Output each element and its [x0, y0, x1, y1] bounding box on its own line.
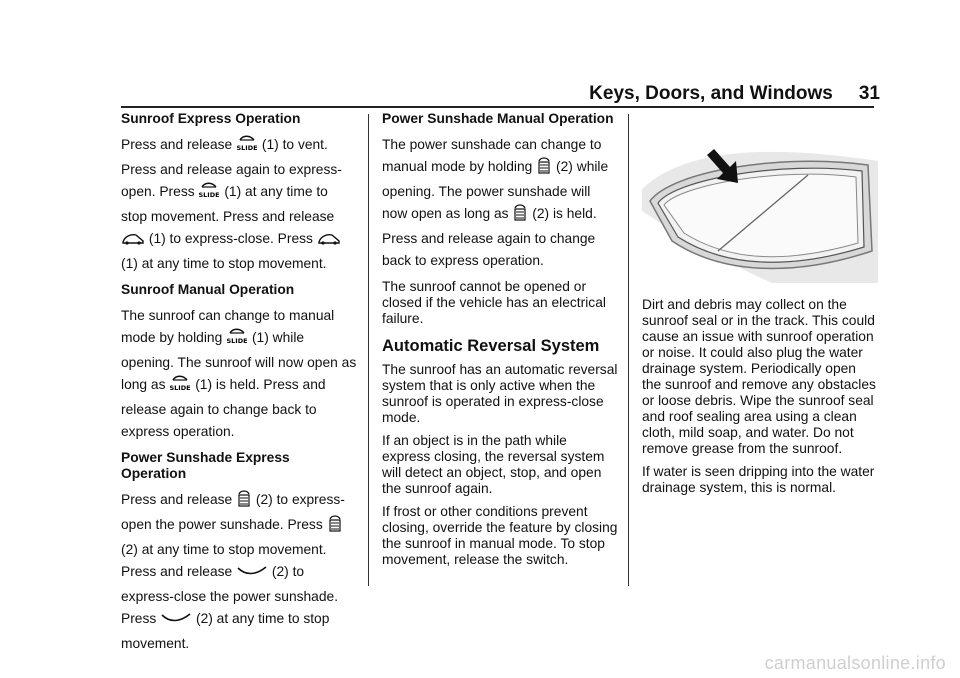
- column-1: [121, 111, 357, 662]
- header-rule: [121, 106, 874, 108]
- column-3: [642, 111, 878, 503]
- column-divider: [368, 114, 369, 586]
- svg-text:SLIDE: SLIDE: [199, 191, 220, 199]
- sunroof-slide-icon: [170, 374, 190, 399]
- subheading: Sunroof Manual Operation: [121, 282, 295, 297]
- sunshade-open-icon: [328, 514, 342, 539]
- sunroof-close-icon: [318, 231, 340, 253]
- page-number: 31: [858, 83, 880, 104]
- paragraph: If an object is in the path while express closing, the reversal system will detect an object, stop, and open the sunroof again.: [382, 433, 605, 496]
- svg-text:SLIDE: SLIDE: [170, 384, 191, 392]
- column-divider: [628, 114, 629, 586]
- paragraph: The sunroof cannot be opened or closed if the vehicle has an electrical failure.: [382, 279, 606, 326]
- subheading: Sunroof Express Operation: [121, 111, 301, 126]
- svg-text:SLIDE: SLIDE: [237, 144, 258, 152]
- sunroof-slide-icon: [227, 327, 247, 352]
- paragraph: Dirt and debris may collect on the sunroof seal or in the track. This could cause an issue with sunroof operation or noise. It could also plug the water drainage system. Periodically open the sunroof and remove any obstacles or loose debris. Wipe the sunroof seal and roof sealing area using a clean cloth, mild soap, and water. Do not remove grease from the sunroof.: [642, 297, 876, 456]
- column-2: [382, 111, 618, 575]
- paragraph: If water is seen dripping into the water drainage system, this is normal.: [642, 464, 875, 495]
- sunshade-open-icon: [237, 489, 251, 514]
- paragraph: The power sunshade can change to manual mode by holding (2) while opening. The power sunshade will now open as long as (2) is held. Press and release again to change back to express operation.: [382, 137, 609, 268]
- sunroof-illustration: [642, 131, 878, 283]
- paragraph: Press and release SLIDE (1) to vent. Press and release again to express-open. Press SLIDE (1) at any time to stop movement. Press and release (1) to express-close. Press (1) at any time to stop movement.: [121, 134, 357, 275]
- footer: [0, 654, 960, 678]
- sunroof-slide-icon: [199, 181, 219, 206]
- watermark: carmanualsonline.info: [764, 653, 946, 673]
- sunshade-open-icon: [513, 203, 527, 228]
- paragraph: Press and release (2) to express-open the power sunshade. Press (2) at any time to stop movement. Press and release (2) to express-close the power sunshade. Press (2) at any time to stop movement.: [121, 489, 357, 655]
- page-header: [589, 83, 880, 105]
- sunroof-slide-icon: [237, 134, 257, 159]
- sunshade-close-icon: [161, 611, 191, 633]
- sunshade-close-icon: [237, 564, 267, 586]
- subheading: Power Sunshade Express Operation: [121, 450, 290, 481]
- sunshade-open-icon: [537, 156, 551, 181]
- subheading: Power Sunshade Manual Operation: [382, 111, 614, 126]
- paragraph: The sunroof can change to manual mode by holding SLIDE (1) while opening. The sunroof will now open as long as SLIDE (1) is held. Press and release again to change back to express operation.: [121, 308, 357, 439]
- svg-text:SLIDE: SLIDE: [227, 337, 248, 345]
- section-title: Keys, Doors, and Windows: [589, 83, 833, 104]
- paragraph: If frost or other conditions prevent closing, override the feature by closing the sunroof in manual mode. To stop movement, release the switch.: [382, 504, 618, 567]
- paragraph: The sunroof has an automatic reversal system that is only active when the sunroof is operated in express-close mode.: [382, 362, 618, 425]
- sunroof-close-icon: [122, 231, 144, 253]
- section-heading: Automatic Reversal System: [382, 337, 600, 355]
